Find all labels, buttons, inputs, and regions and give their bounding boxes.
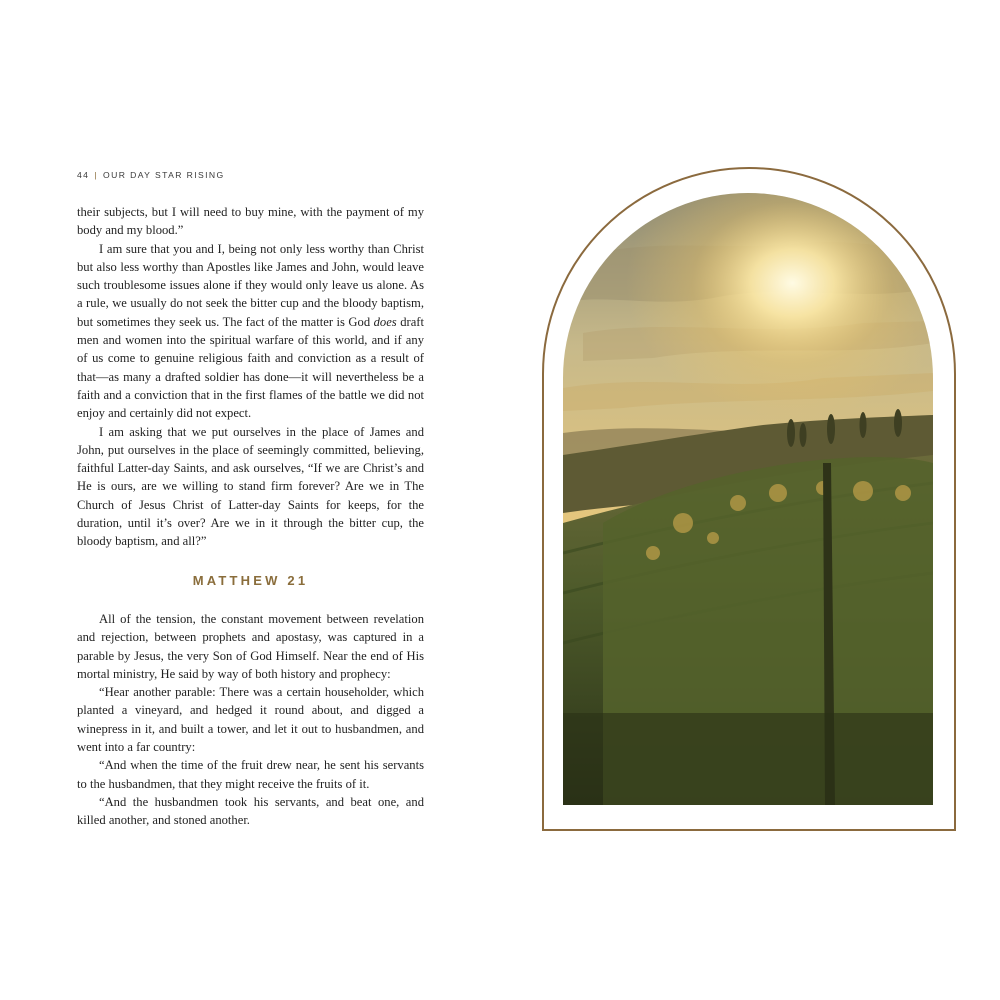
scripture-quote: “And the husbandmen took his servants, and beat one, and killed another, and stoned another. [77,794,424,828]
body-text-column [77,203,424,830]
paragraph-with-emphasis [77,240,424,423]
scripture-quote: “And when the time of the fruit drew near, he sent his servants to the husbandmen, that they might receive the fruits of it. [77,758,424,791]
header-separator: | [94,170,98,180]
vineyard-illustration [563,193,933,805]
page-number: 44 [77,170,90,180]
paragraph-text: draft men and women into the spiritual warfare of this world, and if any of us come to genuine religious faith and conviction as a result of that—as many a drafted soldier has done—it will nevertheless be a faith and a conviction that in the first flames of the battle we did not enjoy and certainly did not expect. [77,314,424,421]
paragraph: I am asking that we put ourselves in the place of James and John, put ourselves in the place of seemingly committed, believing, faithful Latter-day Saints, and ask ourselves, “If we are Christ’s and He is ours, are we willing to stand firm forever? Are we in The Church of Jesus Christ of Latter-day Saints for keeps, for the duration, until it’s over? Are we in it through the bitter cup, the bloody baptism, and all?” [77,424,424,549]
paragraph-continued: their subjects, but I will need to buy mine, with the payment of my body and my blood.” [77,205,424,238]
section-heading: MATTHEW 21 [192,572,309,588]
book-title: OUR DAY STAR RISING [103,170,225,180]
emphasis-word: does [373,314,397,329]
paragraph-text: I am sure that you and I, being not only less worthy than Christ but also less worthy than Apostles like James and John, would leave such troublesome issues alone if they would only leave us alone. As a rule, we usually do not seek the bitter cup and the bloody baptism, but sometimes they seek us. The fact of the matter is God [77,241,424,329]
paragraph: All of the tension, the constant movement between revelation and rejection, between prophets and apostasy, was captured in a parable by Jesus, the very Son of God Himself. Near the end of His mortal ministry, He said by way of both history and prophecy: [77,611,424,681]
vineyard-sunset-photo [563,193,933,805]
foreground-grass [563,713,933,805]
running-header [77,170,225,180]
scripture-quote: “Hear another parable: There was a certain householder, which planted a vineyard, and hedged it round about, and digged a winepress in it, and built a tower, and let it out to husbandmen, and went into a far country: [77,685,424,755]
